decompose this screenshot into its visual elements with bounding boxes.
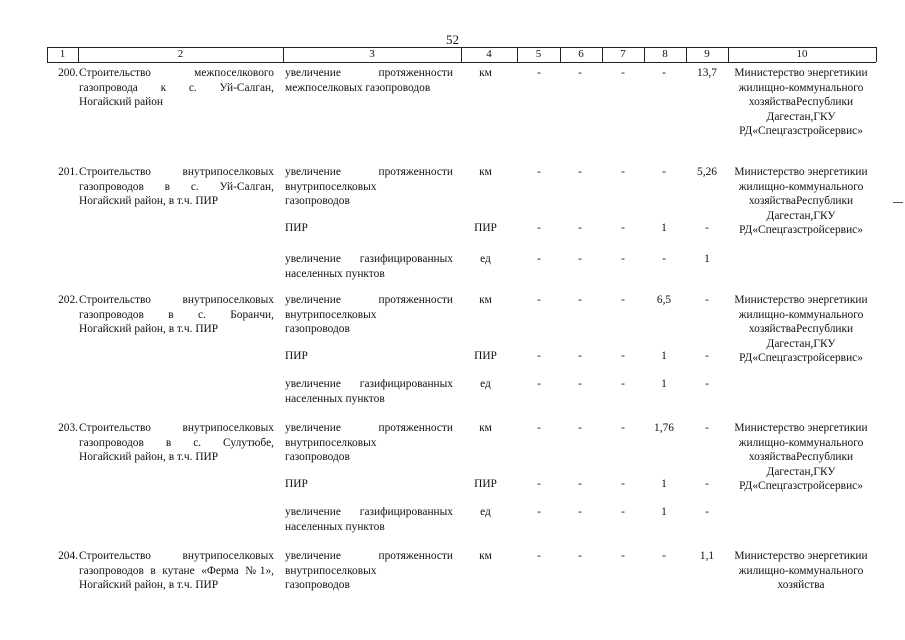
header-divider [876,47,877,62]
text-line: увеличение газифицированных [285,506,453,518]
column-header-3: 3 [369,48,375,60]
indicator-text [285,349,453,364]
unit-of-measure: км [479,550,492,562]
project-name [79,293,274,337]
value-c9: - [705,294,709,306]
text-line: Ногайский район, в т.ч. ПИР [79,579,219,591]
responsible-organization [728,421,874,494]
value-c7: - [621,253,625,265]
responsible-organization [728,293,874,366]
column-header-9: 9 [704,48,710,60]
value-c7: - [621,550,625,562]
value-c6: - [578,67,582,79]
value-c8: - [662,550,666,562]
text-line: Министерство энергетики [734,550,862,562]
column-header-7: 7 [620,48,626,60]
text-line: «Спецгазстройсервис» [752,480,863,492]
value-c6: - [578,550,582,562]
value-c8: 1 [661,350,667,362]
value-c9: - [705,378,709,390]
value-c6: - [578,253,582,265]
text-line: и жилищно- [738,550,868,577]
text-line: и жилищно- [738,294,868,321]
text-line: коммунального хозяйства [748,180,864,207]
value-c5: - [537,478,541,490]
text-line: газопровода к с. Уй-Салган, [79,81,274,94]
text-line: и жилищно- [738,422,868,449]
value-c5: - [537,422,541,434]
text-line: Ногайский район, в т.ч. ПИР [79,451,219,463]
column-header-2: 2 [177,48,184,60]
value-c9: 5,26 [697,166,717,178]
value-c6: - [578,506,582,518]
text-line: ГКУ РД [739,337,836,364]
value-c7: - [621,294,625,306]
text-line: Строительство внутрипоселковых [79,166,274,178]
project-name [79,421,274,465]
column-header-8: 8 [662,48,668,60]
unit-of-measure: км [479,67,492,79]
text-line: Строительство межпоселкового [79,67,274,79]
text-line: и жилищно- [738,67,868,94]
text-line: внутрипоселковых [285,564,377,577]
unit-of-measure: ед [480,378,491,390]
text-line: коммунального хозяйства [777,564,864,591]
value-c6: - [578,222,582,234]
value-c8: 1 [661,506,667,518]
row-number: 202. [58,294,78,306]
text-line: коммунального хозяйства [748,81,864,108]
text-line: Республики Дагестан, [766,195,854,222]
text-line: ГКУ РД [739,209,836,236]
value-c5: - [537,67,541,79]
value-c6: - [578,378,582,390]
text-line: Министерство энергетики [734,67,862,79]
value-c8: - [662,67,666,79]
indicator-text [285,377,453,406]
responsible-organization [728,549,874,593]
value-c7: - [621,506,625,518]
value-c7: - [621,478,625,490]
text-line: ГКУ РД [739,465,836,492]
unit-of-measure: ед [480,253,491,265]
value-c7: - [621,350,625,362]
text-line: газопроводов [285,451,350,463]
text-line: увеличение протяженности [285,550,453,562]
value-c9: - [705,222,709,234]
value-c5: - [537,222,541,234]
value-c8: 1 [661,222,667,234]
indicator-text [285,421,453,465]
responsible-organization [728,66,874,139]
text-line: ПИР [285,350,308,362]
text-line: Ногайский район [79,96,164,108]
page-number: 52 [446,32,459,47]
responsible-organization [728,165,874,238]
text-line: ГКУ РД [739,110,836,137]
column-header-4: 4 [486,48,492,60]
text-line: ПИР [285,222,308,234]
value-c9: - [705,422,709,434]
value-c5: - [537,550,541,562]
table-header-rule [47,62,876,63]
value-c9: - [705,350,709,362]
value-c9: - [705,506,709,518]
indicator-text [285,66,453,95]
row-number: 204. [58,550,78,562]
row-number: 201. [58,166,78,178]
text-line: Республики Дагестан, [766,451,854,478]
text-line: увеличение протяженности [285,422,453,434]
value-c7: - [621,378,625,390]
scan-edge-mark [893,202,903,203]
text-line: межпоселковых газопроводов [285,81,431,94]
indicator-text [285,505,453,534]
indicator-text [285,293,453,337]
project-name [79,549,274,593]
value-c8: 1 [661,378,667,390]
unit-of-measure: ПИР [474,478,497,490]
value-c9: - [705,478,709,490]
row-number: 200. [58,67,78,79]
indicator-text [285,477,453,492]
unit-of-measure: ПИР [474,350,497,362]
value-c6: - [578,478,582,490]
text-line: газопроводов в кутане «Ферма №1», [79,564,274,577]
indicator-text [285,221,453,236]
text-line: Министерство энергетики [734,294,862,306]
text-line: увеличение газифицированных [285,378,453,390]
text-line: и жилищно- [738,166,868,193]
text-line: Строительство внутрипоселковых [79,422,274,434]
text-line: коммунального хозяйства [748,308,864,335]
text-line: населенных пунктов [285,520,385,533]
row-number: 203. [58,422,78,434]
text-line: газопроводов [285,323,350,335]
text-line: «Спецгазстройсервис» [752,125,863,137]
text-line: Строительство внутрипоселковых [79,550,274,562]
value-c5: - [537,506,541,518]
text-line: увеличение протяженности [285,294,453,306]
text-line: внутрипоселковых [285,180,377,193]
value-c7: - [621,422,625,434]
text-line: «Спецгазстройсервис» [752,352,863,364]
value-c9: 13,7 [697,67,717,79]
text-line: Министерство энергетики [734,166,862,178]
text-line: внутрипоселковых [285,308,377,321]
unit-of-measure: км [479,422,492,434]
text-line: Республики Дагестан, [766,323,854,350]
unit-of-measure: ед [480,506,491,518]
value-c7: - [621,222,625,234]
value-c8: - [662,166,666,178]
text-line: ПИР [285,478,308,490]
text-line: газопроводов [285,579,350,591]
value-c7: - [621,67,625,79]
text-line: увеличение газифицированных [285,253,453,265]
value-c5: - [537,294,541,306]
text-line: увеличение протяженности [285,67,453,79]
value-c8: 1,76 [654,422,674,434]
text-line: Министерство энергетики [734,422,862,434]
project-name [79,165,274,209]
value-c9: 1,1 [699,550,715,562]
text-line: «Спецгазстройсервис» [752,224,863,236]
indicator-text [285,252,453,281]
value-c6: - [578,294,582,306]
indicator-text [285,165,453,209]
text-line: Строительство внутрипоселковых [79,294,274,306]
value-c5: - [537,166,541,178]
text-line: газопроводов в с. Боранчи, [79,308,274,321]
column-header-5: 5 [535,48,542,60]
value-c7: - [621,166,625,178]
value-c5: - [537,378,541,390]
value-c6: - [578,422,582,434]
text-line: коммунального хозяйства [748,436,864,463]
value-c8: 6,5 [656,294,672,306]
value-c9: 1 [704,253,710,265]
text-line: газопроводов в с. Сулутюбе, [79,436,274,449]
text-line: населенных пунктов [285,267,385,280]
value-c8: 1 [661,478,667,490]
value-c5: - [537,350,541,362]
value-c6: - [578,166,582,178]
column-header-1: 1 [59,48,66,60]
unit-of-measure: ПИР [474,222,497,234]
text-line: Ногайский район, в т.ч. ПИР [79,323,219,335]
unit-of-measure: км [479,294,492,306]
column-header-6: 6 [578,48,584,60]
indicator-text [285,549,453,593]
unit-of-measure: км [479,166,492,178]
text-line: населенных пунктов [285,392,385,405]
text-line: Республики Дагестан, [766,96,854,123]
column-header-10: 10 [796,48,808,60]
project-name [79,66,274,110]
text-line: газопроводов [285,195,350,207]
text-line: Ногайский район, в т.ч. ПИР [79,195,219,207]
value-c6: - [578,350,582,362]
value-c8: - [662,253,666,265]
text-line: внутрипоселковых [285,436,377,449]
value-c5: - [537,253,541,265]
text-line: газопроводов в с. Уй-Салган, [79,180,274,193]
text-line: увеличение протяженности [285,166,453,178]
